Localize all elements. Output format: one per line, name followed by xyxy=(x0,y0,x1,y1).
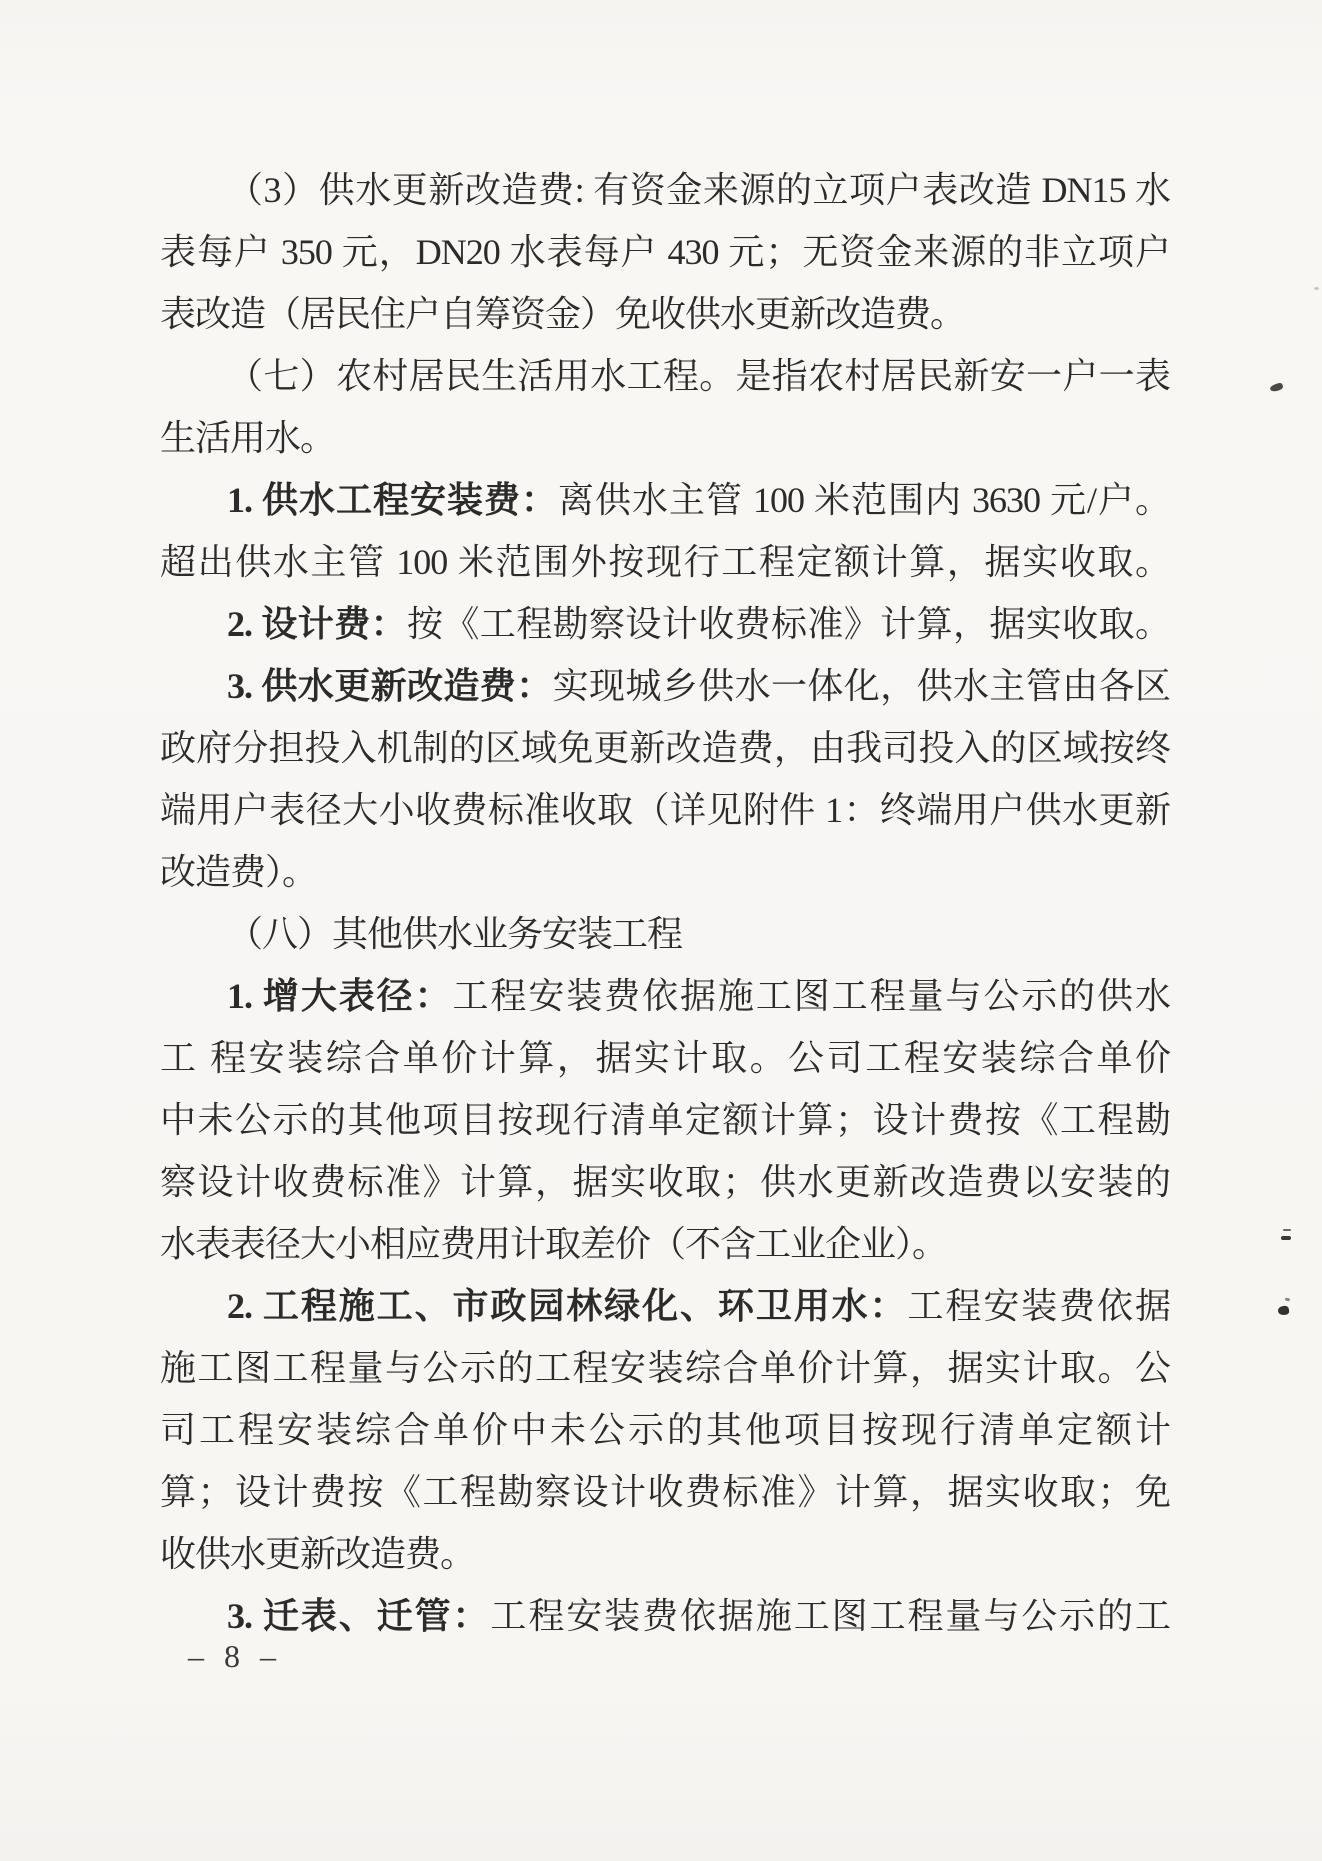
body-text: 收供水更新改造费。 xyxy=(160,1534,476,1574)
body-text: 工 程安装综合单价计算，据实计取。公司工程安装综合单价 xyxy=(160,1038,1170,1078)
text-line xyxy=(160,903,1170,965)
body-text: 按《工程勘察设计收费标准》计算，据实收取。 xyxy=(407,604,1170,644)
body-text: 超出供水主管 100 米范围外按现行工程定额计算，据实收取。 xyxy=(160,542,1170,582)
text-line xyxy=(160,841,1170,903)
body-text: 算；设计费按《工程勘察设计收费标准》计算，据实收取；免 xyxy=(160,1472,1170,1512)
body-text: 工程安装费依据施工图工程量与公示的工 xyxy=(490,1596,1170,1636)
emphasis-text: 2. 工程施工、市政园林绿化、环卫用水： xyxy=(227,1286,908,1326)
body-text: 离供水主管 100 米范围内 3630 元/户。 xyxy=(558,480,1170,520)
text-line xyxy=(160,221,1170,283)
body-text: 施工图工程量与公示的工程安装综合单价计算，据实计取。公 xyxy=(160,1348,1170,1388)
text-line xyxy=(160,407,1170,469)
text-line xyxy=(160,1461,1170,1523)
scan-speck xyxy=(1283,1229,1291,1231)
text-line xyxy=(160,1337,1170,1399)
body-text: 水表表径大小相应费用计取差价（不含工业企业）。 xyxy=(160,1224,948,1264)
scan-speck xyxy=(1269,382,1284,393)
emphasis-text: 3. 迁表、迁管： xyxy=(227,1596,491,1636)
body-text: 端用户表径大小收费标准收取（详见附件 1：终端用户供水更新 xyxy=(160,790,1170,830)
body-text: 实现城乡供水一体化，供水主管由各区 xyxy=(552,666,1170,706)
text-line xyxy=(160,717,1170,779)
text-line xyxy=(160,965,1170,1027)
text-block xyxy=(160,159,1170,1647)
body-text: 表改造（居民住户自筹资金）免收供水更新改造费。 xyxy=(160,294,966,334)
scan-speck xyxy=(1281,1236,1291,1240)
text-line xyxy=(160,1585,1170,1647)
body-text: 政府分担投入机制的区域免更新改造费，由我司投入的区域按终 xyxy=(160,728,1170,768)
text-line xyxy=(160,1523,1170,1585)
text-line xyxy=(160,779,1170,841)
text-line xyxy=(160,159,1170,221)
emphasis-text: 2. 设计费： xyxy=(227,604,407,644)
body-text: 生活用水。 xyxy=(160,418,336,458)
text-line xyxy=(160,1275,1170,1337)
body-text: 察设计收费标准》计算，据实收取；供水更新改造费以安装的 xyxy=(160,1162,1170,1202)
body-text: （八）其他供水业务安装工程 xyxy=(227,914,683,954)
body-text: （3）供水更新改造费: 有资金来源的立项户表改造 DN15 水 xyxy=(227,170,1170,210)
scan-speck xyxy=(1314,287,1319,290)
text-line xyxy=(160,469,1170,531)
body-text: （七）农村居民生活用水工程。是指农村居民新安一户一表 xyxy=(227,356,1170,396)
body-text: 工程安装费依据施工图工程量与公示的供水 xyxy=(452,976,1170,1016)
text-line xyxy=(160,1027,1170,1089)
text-line xyxy=(160,1089,1170,1151)
body-text: 表每户 350 元，DN20 水表每户 430 元；无资金来源的非立项户 xyxy=(160,232,1170,272)
emphasis-text: 3. 供水更新改造费： xyxy=(227,666,553,706)
emphasis-text: 1. 供水工程安装费： xyxy=(227,480,558,520)
body-text: 工程安装费依据 xyxy=(907,1286,1170,1326)
text-line xyxy=(160,1213,1170,1275)
emphasis-text: 1. 增大表径： xyxy=(227,976,453,1016)
body-text: 中未公示的其他项目按现行清单定额计算；设计费按《工程勘 xyxy=(160,1100,1170,1140)
text-line xyxy=(160,531,1170,593)
scan-speck xyxy=(1285,1298,1291,1302)
text-line xyxy=(160,593,1170,655)
body-text: 司工程安装综合单价中未公示的其他项目按现行清单定额计 xyxy=(160,1410,1170,1450)
page-number: – 8 – xyxy=(188,1638,282,1674)
text-line xyxy=(160,655,1170,717)
text-line xyxy=(160,345,1170,407)
text-line xyxy=(160,1151,1170,1213)
body-text: 改造费）。 xyxy=(160,852,318,892)
scan-speck xyxy=(1277,1305,1289,1315)
text-line xyxy=(160,1399,1170,1461)
text-line xyxy=(160,283,1170,345)
